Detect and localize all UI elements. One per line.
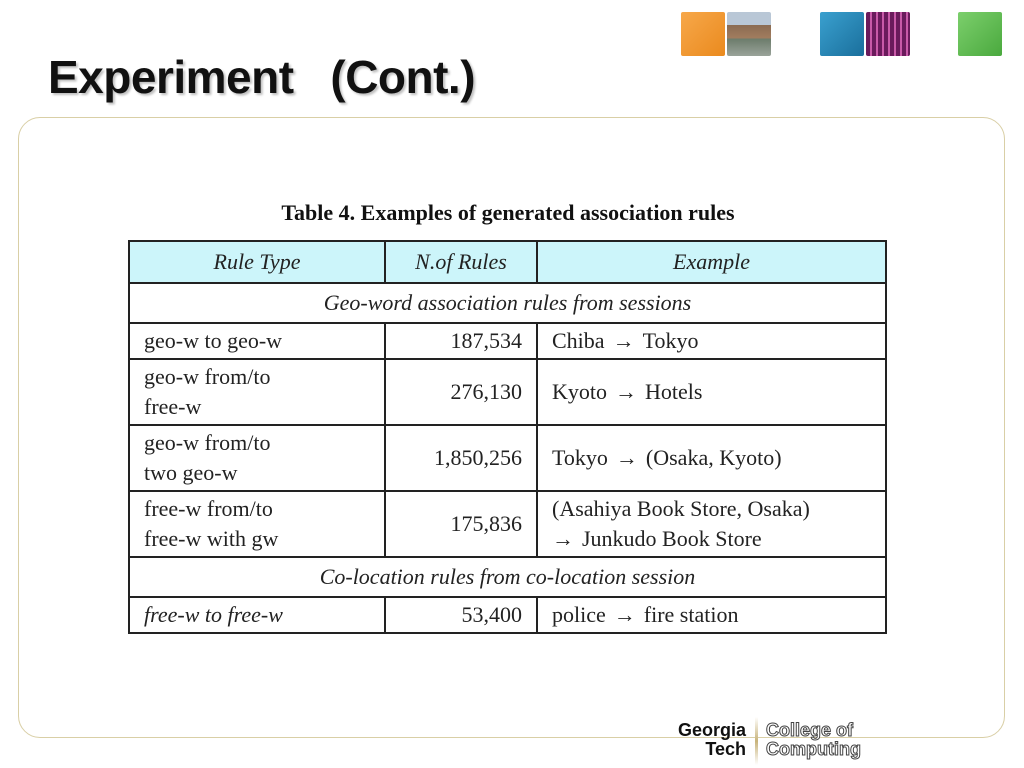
header-num-rules: N.of Rules <box>385 241 537 283</box>
georgia-tech-logo <box>656 717 896 765</box>
association-rules-table <box>128 240 887 634</box>
section-row-co-location <box>129 557 886 597</box>
rule-count-cell: 53,400 <box>385 597 537 633</box>
table-header-row <box>129 241 886 283</box>
example-cell: Chiba → Tokyo <box>537 323 886 359</box>
slide-title: Experiment (Cont.) <box>48 51 476 103</box>
rule-type-cell: geo-w to geo-w <box>129 323 385 359</box>
arrow-icon: → <box>615 445 638 470</box>
arrow-icon: → <box>615 379 637 404</box>
rule-type-cell: geo-w from/to two geo-w <box>129 425 385 491</box>
arrow-icon: → <box>552 526 574 551</box>
example-cell: police → fire station <box>537 597 886 633</box>
table-row <box>129 359 886 425</box>
table-row <box>129 491 886 557</box>
header-example: Example <box>537 241 886 283</box>
section-label: Geo-word association rules from sessions <box>129 283 886 323</box>
rule-count-cell: 1,850,256 <box>385 425 537 491</box>
logo-divider <box>755 717 758 765</box>
example-cell: Tokyo → (Osaka, Kyoto) <box>537 425 886 491</box>
green-tile <box>958 12 1002 56</box>
table-row <box>129 425 886 491</box>
table-row <box>129 597 886 633</box>
header-tiles <box>0 12 1024 58</box>
example-cell: (Asahiya Book Store, Osaka) → Junkudo Book Store <box>537 491 886 557</box>
table-caption: Table 4. Examples of generated association rules <box>281 200 735 225</box>
rule-count-cell: 175,836 <box>385 491 537 557</box>
campus-photo-tile <box>727 12 771 56</box>
table-row <box>129 323 886 359</box>
rule-count-cell: 187,534 <box>385 323 537 359</box>
orange-tile <box>681 12 725 56</box>
section-label: Co-location rules from co-location session <box>129 557 886 597</box>
rule-type-cell: free-w from/to free-w with gw <box>129 491 385 557</box>
logo-georgia-tech: Georgia Tech <box>677 720 746 759</box>
rule-count-cell: 276,130 <box>385 359 537 425</box>
blue-tile <box>820 12 864 56</box>
circuit-tile <box>866 12 910 56</box>
section-row-geo-word <box>129 283 886 323</box>
logo-college-of-computing: College of Computing <box>766 720 861 759</box>
arrow-icon: → <box>612 328 635 353</box>
header-rule-type: Rule Type <box>129 241 385 283</box>
example-cell: Kyoto → Hotels <box>537 359 886 425</box>
rule-type-cell: geo-w from/to free-w <box>129 359 385 425</box>
rule-type-cell: free-w to free-w <box>129 597 385 633</box>
arrow-icon: → <box>613 602 636 627</box>
